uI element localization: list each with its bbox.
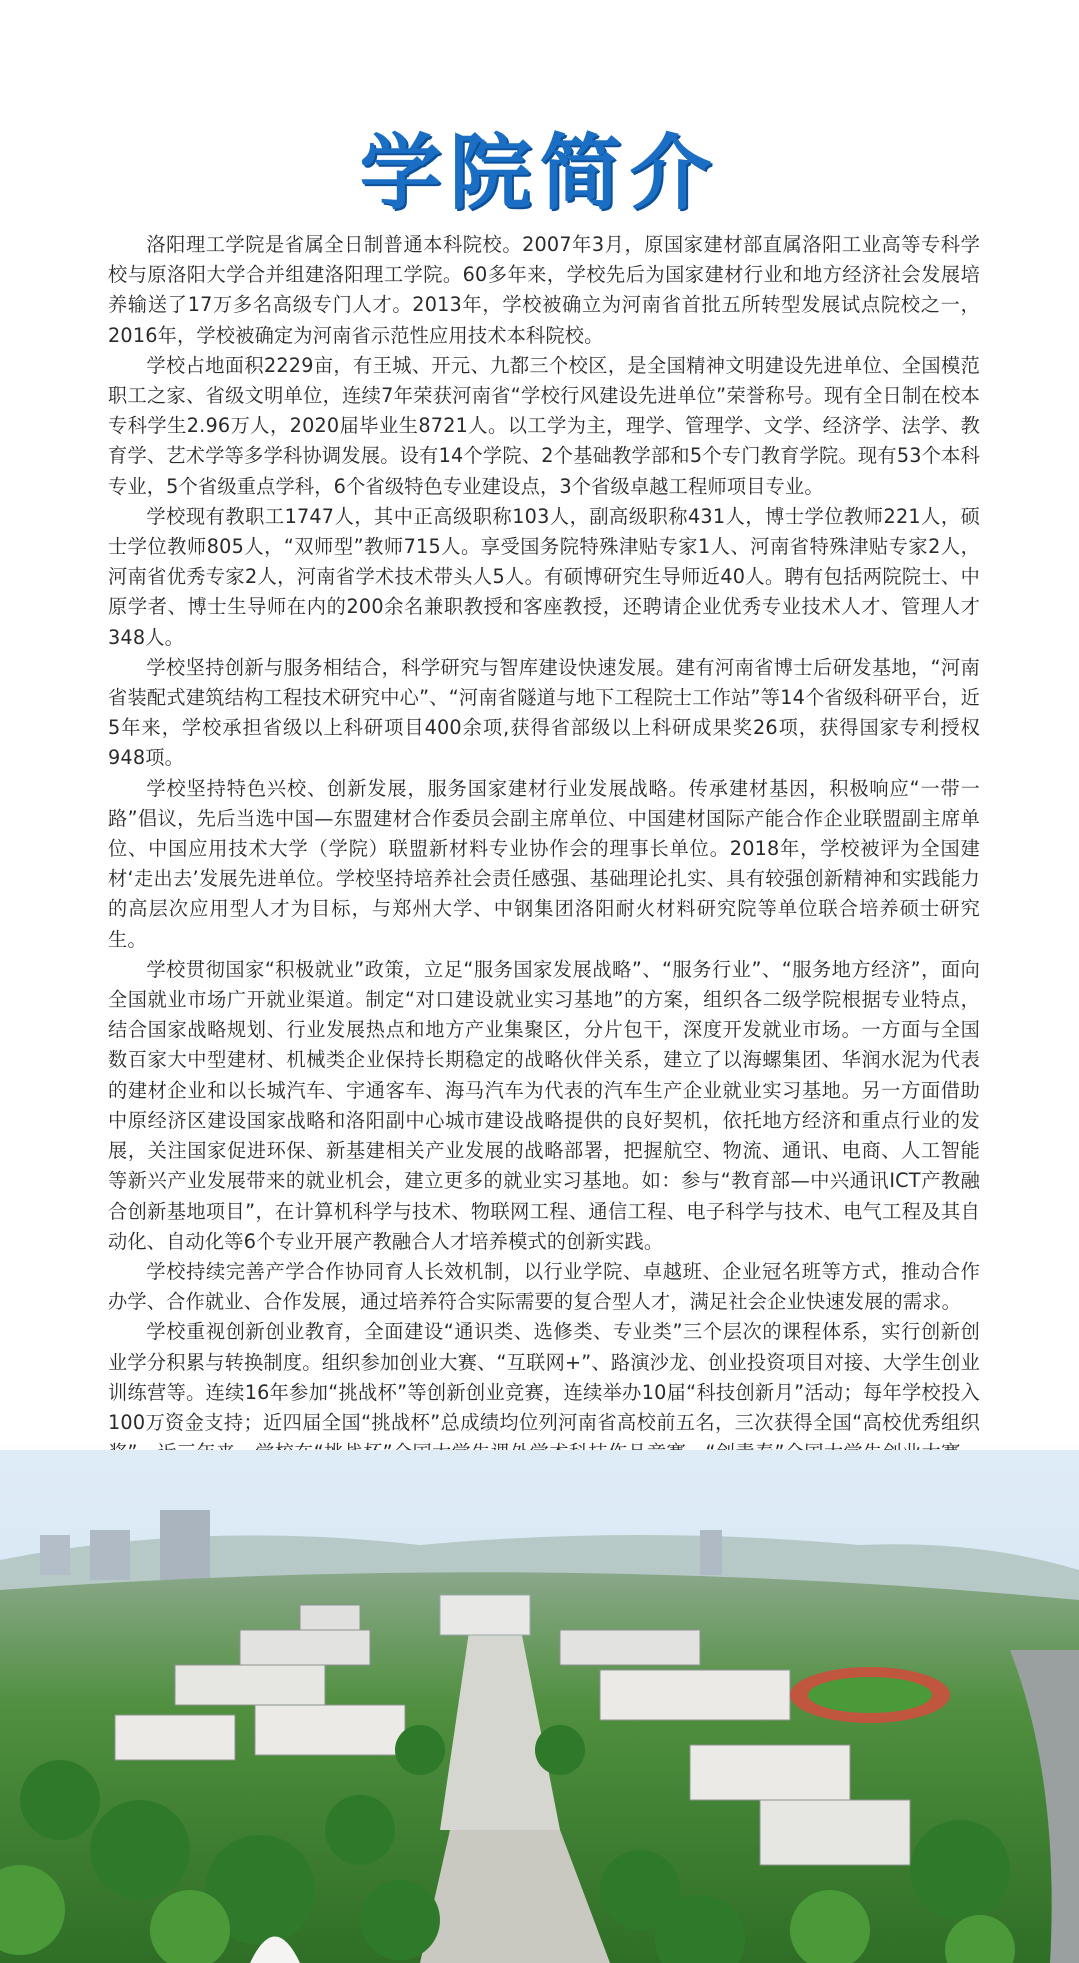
paragraph-employment: 学校贯彻国家“积极就业”政策，立足“服务国家发展战略”、“服务行业”、“服务地方经济”，面向全国就业市场广开就业渠道。制定“对口建设就业实习基地”的方案，组织各二级学院根据专业特点，结合国家战略规划、行业发展热点和地方产业集聚区，分片包干，深度开发就业市场。一方面与全国数百家大中型建材、机械类企业保持长期稳定的战略伙伴关系，建立了以海螺集团、华润水泥为代表的建材企业和以长城汽车、宇通客车、海马汽车为代表的汽车生产企业就业实习基地。另一方面借助中原经济区建设国家战略和洛阳副中心城市建设战略提供的良好契机，依托地方经济和重点行业的发展，关注国家促进环保、新基建相关产业发展的战略部署，把握航空、物流、通讯、电商、人工智能等新兴产业发展带来的就业机会，建立更多的就业实习基地。如：参与“教育部—中兴通讯ICT产教融合创新基地项目”，在计算机科学与技术、物联网工程、通信工程、电子科学与技术、电气工程及其自动化、自动化等6个专业开展产教融合人才培养模式的创新实践。 bbox=[108, 957, 980, 1253]
paragraph-faculty: 学校现有教职工1747人，其中正高级职称103人，副高级职称431人，博士学位教师221人，硕士学位教师805人，“双师型”教师715人。享受国务院特殊津贴专家1人、河南省特殊津贴专家2人，河南省优秀专家2人，河南省学术技术带头人5人。有硕博研究生导师近40人。聘有包括两院院士、中原学者、博士生导师在内的200余名兼职教授和客座教授，还聘请企业优秀专业技术人才、管理人才348人。 bbox=[108, 504, 980, 649]
paragraph-research: 学校坚持创新与服务相结合，科学研究与智库建设快速发展。建有河南省博士后研发基地，“河南省装配式建筑结构工程技术研究中心”、“河南省隧道与地下工程院士工作站”等14个省级科研平台，近5年来，学校承担省级以上科研项目400余项,获得省部级以上科研成果奖26项，获得国家专利授权948项。 bbox=[108, 655, 980, 770]
paragraph-characteristics: 学校坚持特色兴校、创新发展，服务国家建材行业发展战略。传承建材基因，积极响应“一带一路”倡议，先后当选中国—东盟建材合作委员会副主席单位、中国建材国际产能合作企业联盟副主席单位、中国应用技术大学（学院）联盟新材料专业协作会的理事长单位。2018年，学校被评为全国建材‘走出去’发展先进单位。学校坚持培养社会责任感强、基础理论扎实、具有较强创新精神和实践能力的高层次应用型人才为目标，与郑州大学、中钢集团洛阳耐火材料研究院等单位联合培养硕士研究生。 bbox=[108, 776, 980, 951]
intro-body bbox=[108, 230, 980, 1619]
paragraph-innovation: 学校重视创新创业教育，全面建设“通识类、选修类、专业类”三个层次的课程体系，实行创新创业学分积累与转换制度。组织参加创业大赛、“互联网+”、路演沙龙、创业投资项目对接、大学生创业训练营等。连续16年参加“挑战杯”等创新创业竞赛，连续举办10届“科技创新月”活动；每年学校投入100万资金支持；近四届全国“挑战杯”总成绩均位列河南省高校前五名，三次获得全国“高校优秀组织 bbox=[108, 1320, 980, 1434]
campus-aerial-photo bbox=[0, 1450, 1079, 1963]
paragraph-history: 洛阳理工学院是省属全日制普通本科院校。2007年3月，原国家建材部直属洛阳工业高等专科学校与原洛阳大学合并组建洛阳理工学院。60多年来，学校先后为国家建材行业和地方经济社会发展培养输送了17万多名高级专门人才。2013年，学校被确立为河南省首批五所转型发展试点院校之一，2016年，学校被确定为河南省示范性应用技术本科院校。 bbox=[108, 233, 980, 347]
paragraph-cooperation: 学校持续完善产学合作协同育人长效机制，以行业学院、卓越班、企业冠名班等方式，推动合作办学、合作就业、合作发展，通过培养符合实际需要的复合型人才，满足社会企业快速发展的需求。 bbox=[108, 1259, 980, 1314]
paragraph-campus: 学校占地面积2229亩，有王城、开元、九都三个校区，是全国精神文明建设先进单位、全国模范职工之家、省级文明单位，连续7年荣获河南省“学校行风建设先进单位”荣誉称号。现有全日制在校本专科学生2.96万人，2020届毕业生8721人。以工学为主，理学、管理学、文学、经济学、法学、教育学、艺术学等多学科协调发展。设有14个学院、2个基础教学部和5个专门教育学院。现有53个本科专业，5个省级重点学科，6个省级特色专业建设点，3个省级卓越工程师项目专业。 bbox=[108, 353, 980, 498]
page-title: 学院简介 bbox=[359, 125, 720, 221]
